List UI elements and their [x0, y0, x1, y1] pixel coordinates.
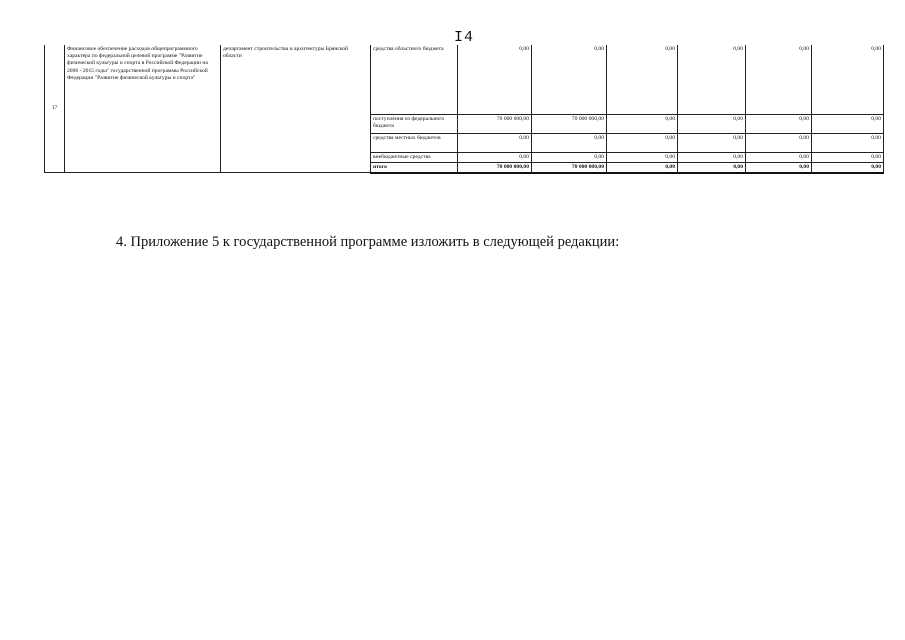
- amount-cell: 70 000 000,00: [458, 162, 532, 173]
- table-row: [45, 45, 884, 114]
- amount-cell: 0,00: [812, 162, 884, 173]
- amount-cell: 0,00: [607, 162, 678, 173]
- amount-cell: 0,00: [746, 114, 812, 133]
- amount-cell: 0,00: [678, 114, 746, 133]
- amount-cell: 70 000 000,00: [532, 114, 607, 133]
- amount-cell: 0,00: [532, 45, 607, 114]
- amount-cell: 0,00: [458, 152, 532, 162]
- funding-source-cell: средства областного бюджета: [371, 45, 458, 114]
- amount-cell: 0,00: [532, 133, 607, 152]
- amount-cell: 0,00: [458, 133, 532, 152]
- funding-source-cell: средства местных бюджетов: [371, 133, 458, 152]
- amount-cell: 70 000 000,00: [458, 114, 532, 133]
- amount-cell: 0,00: [746, 45, 812, 114]
- amount-cell: 0,00: [678, 133, 746, 152]
- measure-description-cell: Финансовое обеспечение расходов общепрограммного характера по федеральной целевой программе "Развитие физической культуры и спорта в Российской Федерации на 2006 - 2015 годы" государственной программы Российской Федерации "Развитие физической культуры и спорта": [65, 45, 221, 173]
- amount-cell: 0,00: [746, 162, 812, 173]
- funding-source-cell: поступления из федерального бюджета: [371, 114, 458, 133]
- amount-cell: 0,00: [458, 45, 532, 114]
- amendment-instruction: 4. Приложение 5 к государственной программе изложить в следующей редакции:: [116, 234, 620, 250]
- amount-cell: 0,00: [678, 152, 746, 162]
- amount-cell: 0,00: [678, 45, 746, 114]
- financing-table: [44, 45, 884, 174]
- amount-cell: 0,00: [812, 133, 884, 152]
- amount-cell: 0,00: [746, 152, 812, 162]
- amount-cell: 0,00: [812, 152, 884, 162]
- funding-source-cell: итого: [371, 162, 458, 173]
- amount-cell: 0,00: [532, 152, 607, 162]
- amount-cell: 0,00: [607, 152, 678, 162]
- amount-cell: 0,00: [607, 133, 678, 152]
- amount-cell: 0,00: [678, 162, 746, 173]
- amount-cell: 0,00: [812, 114, 884, 133]
- amount-cell: 0,00: [812, 45, 884, 114]
- funding-source-cell: внебюджетные средства: [371, 152, 458, 162]
- amount-cell: 0,00: [746, 133, 812, 152]
- amount-cell: 0,00: [607, 114, 678, 133]
- amount-cell: 0,00: [607, 45, 678, 114]
- amount-cell: 70 000 000,00: [532, 162, 607, 173]
- row-number-cell: 17: [45, 45, 65, 173]
- page-number: I4: [454, 29, 475, 46]
- responsible-executor-cell: департамент строительства и архитектуры Брянской области: [221, 45, 371, 173]
